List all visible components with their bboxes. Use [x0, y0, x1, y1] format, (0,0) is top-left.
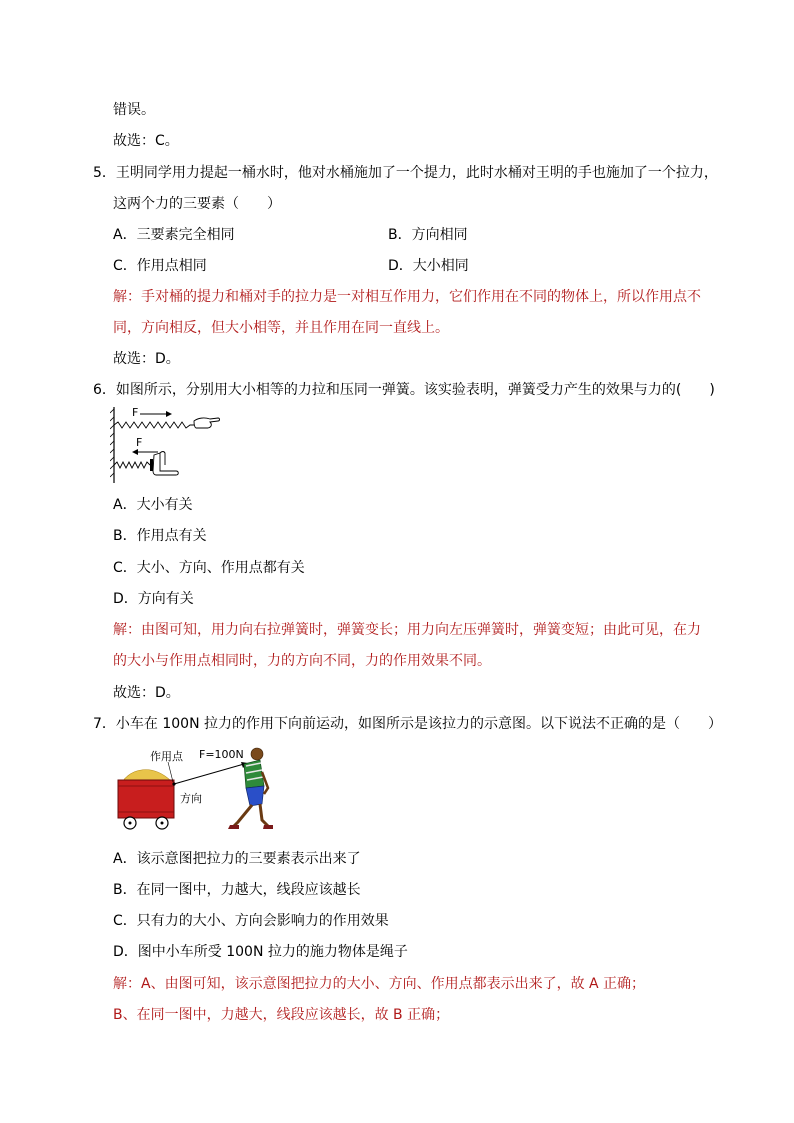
- q5-solution-line-2: 同，方向相反，但大小相等，并且作用在同一直线上。: [113, 320, 449, 336]
- q6-force-label-bottom: F: [136, 436, 143, 449]
- q7-option-b: B．在同一图中，力越大，线段应该越长: [113, 882, 361, 898]
- q7-direction-label: 方向: [180, 792, 202, 805]
- q5-stem-line-1: 5．王明同学用力提起一桶水时，他对水桶施加了一个提力，此时水桶对王明的手也施加了一个拉力，: [93, 165, 718, 181]
- q6-option-d: D．方向有关: [113, 591, 194, 607]
- q7-option-c: C．只有力的大小、方向会影响力的作用效果: [113, 913, 389, 929]
- q6-force-label-top: F: [132, 406, 139, 419]
- q6-spring-figure: [110, 405, 225, 485]
- q5-solution-line-1: 解：手对桶的提力和桶对手的拉力是一对相互作用力，它们作用在不同的物体上，所以作用点不: [113, 289, 701, 305]
- q6-answer: 故选：D。: [113, 685, 180, 701]
- pulling-hand-icon: [194, 418, 220, 428]
- q5-option-b: B．方向相同: [388, 227, 468, 243]
- q7-solution-line-1: 解：A、由图可知，该示意图把拉力的大小、方向、作用点都表示出来了，故 A 正确；: [113, 976, 646, 992]
- q5-answer: 故选：D。: [113, 351, 180, 367]
- q7-stem: 7．小车在 100N 拉力的作用下向前运动，如图所示是该拉力的示意图。以下说法不正确的是（ ）: [93, 716, 722, 732]
- q7-solution-line-2: B、在同一图中，力越大，线段应该越长，故 B 正确；: [113, 1007, 450, 1023]
- q7-cart-figure: [112, 742, 277, 837]
- q5-option-a: A．三要素完全相同: [113, 227, 235, 243]
- force-arrow: [174, 764, 244, 784]
- q5-stem-line-2: 这两个力的三要素（ ）: [113, 196, 281, 212]
- q7-option-d: D．图中小车所受 100N 拉力的施力物体是绳子: [113, 944, 408, 960]
- intro-answer: 故选：C。: [113, 133, 179, 149]
- q6-solution-line-1: 解：由图可知，用力向右拉弹簧时，弹簧变长；用力向左压弹簧时，弹簧变短；由此可见，在力: [113, 622, 701, 638]
- q7-point-label: 作用点: [150, 750, 183, 763]
- q6-option-a: A．大小有关: [113, 497, 193, 513]
- q5-option-c: C．作用点相同: [113, 258, 207, 274]
- stretched-spring: [114, 422, 194, 428]
- q5-option-d: D．大小相同: [388, 258, 469, 274]
- pressing-hand-icon: [153, 452, 178, 476]
- q6-stem: 6．如图所示，分别用大小相等的力拉和压同一弹簧。该实验表明，弹簧受力产生的效果与力的( ): [93, 382, 715, 398]
- intro-line-1: 错误。: [113, 102, 155, 118]
- q6-option-c: C．大小、方向、作用点都有关: [113, 560, 305, 576]
- q6-option-b: B．作用点有关: [113, 528, 207, 544]
- q6-solution-line-2: 的大小与作用点相同时，力的方向不同，力的作用效果不同。: [113, 653, 491, 669]
- q7-force-label: F=100N: [199, 748, 244, 761]
- q7-option-a: A．该示意图把拉力的三要素表示出来了: [113, 851, 361, 867]
- compressed-spring: [114, 462, 150, 468]
